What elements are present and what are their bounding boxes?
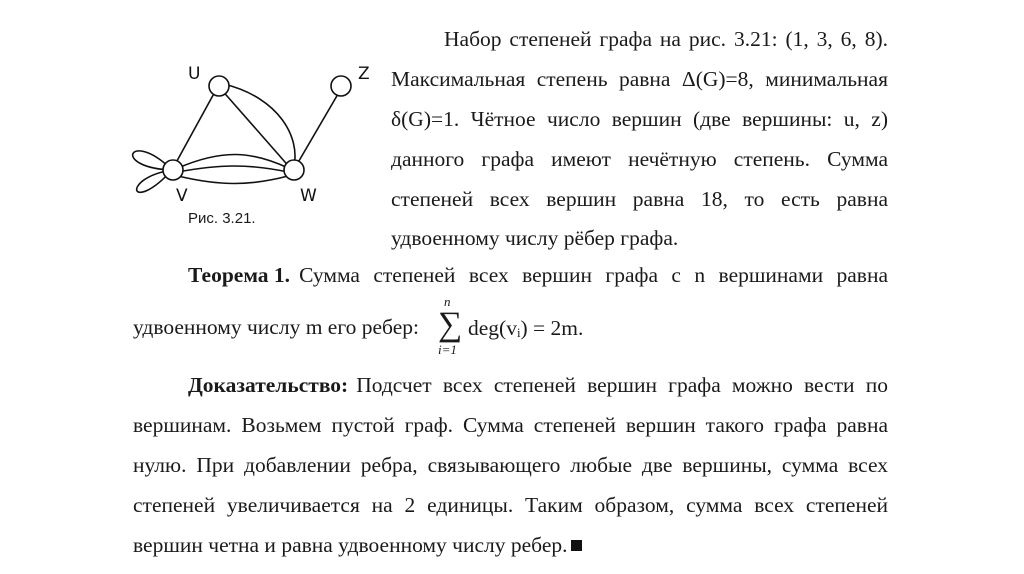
sum-upper-limit: n	[444, 294, 451, 309]
text-line-1: Набор степеней графа на рис. 3.21: (1, 3, 6, 8).	[444, 27, 888, 51]
theorem-label: Теорема 1.	[188, 263, 291, 287]
theorem-line-1	[188, 263, 888, 287]
proof-text-1: Подсчет всех степеней вершин графа можно вести по	[356, 373, 888, 397]
edge-v-w-2	[178, 166, 288, 172]
sum-lower-limit: i=1	[438, 342, 457, 357]
proof-line-4: степеней увеличивается на 2 единицы. Таким образом, сумма всех степеней	[133, 493, 888, 517]
theorem-text: Сумма степеней всех вершин графа с n вершинами равна	[299, 263, 888, 287]
vertex-label-v: V	[176, 186, 188, 206]
edge-u-w-2	[224, 84, 295, 166]
text-line-6: удвоенному числу рёбер графа.	[391, 226, 679, 250]
vertex-label-z: Z	[358, 64, 370, 84]
text-line-2: Максимальная степень равна Δ(G)=8, минимальная	[391, 67, 888, 91]
sum-formula	[434, 296, 614, 360]
edge-v-w-3	[178, 176, 288, 184]
qed-symbol	[571, 540, 582, 551]
proof-line-1	[188, 373, 888, 397]
text-line-4: данного графа имеют нечётную степень. Сумма	[391, 147, 888, 171]
proof-line-3: нулю. При добавлении ребра, связывающего любые две вершины, сумма всех	[133, 453, 888, 477]
text-line-5: степеней всех вершин равна 18, то есть равна	[391, 187, 888, 211]
edge-u-w-1	[220, 88, 292, 170]
proof-text-last: вершин четна и равна удвоенному числу ребер.	[133, 533, 568, 557]
proof-line-2: вершинам. Возьмем пустой граф. Сумма степеней вершин такого графа равна	[133, 413, 888, 437]
vertex-label-u: U	[188, 64, 201, 84]
vertex-v	[163, 160, 183, 180]
formula-body: deg(vᵢ) = 2m.	[468, 316, 584, 340]
vertex-w	[284, 160, 304, 180]
vertex-z	[331, 76, 351, 96]
text-line-3: δ(G)=1. Чётное число вершин (две вершины: u, z)	[391, 107, 888, 131]
theorem-line-2: удвоенному числу m его ребер:	[133, 315, 419, 339]
sigma-symbol: ∑	[438, 306, 463, 343]
figure-caption: Рис. 3.21.	[188, 210, 256, 227]
proof-line-5	[133, 533, 582, 557]
proof-label: Доказательство:	[188, 373, 349, 397]
edge-w-z	[296, 94, 338, 166]
vertex-u	[209, 76, 229, 96]
vertex-label-w: W	[300, 186, 317, 206]
